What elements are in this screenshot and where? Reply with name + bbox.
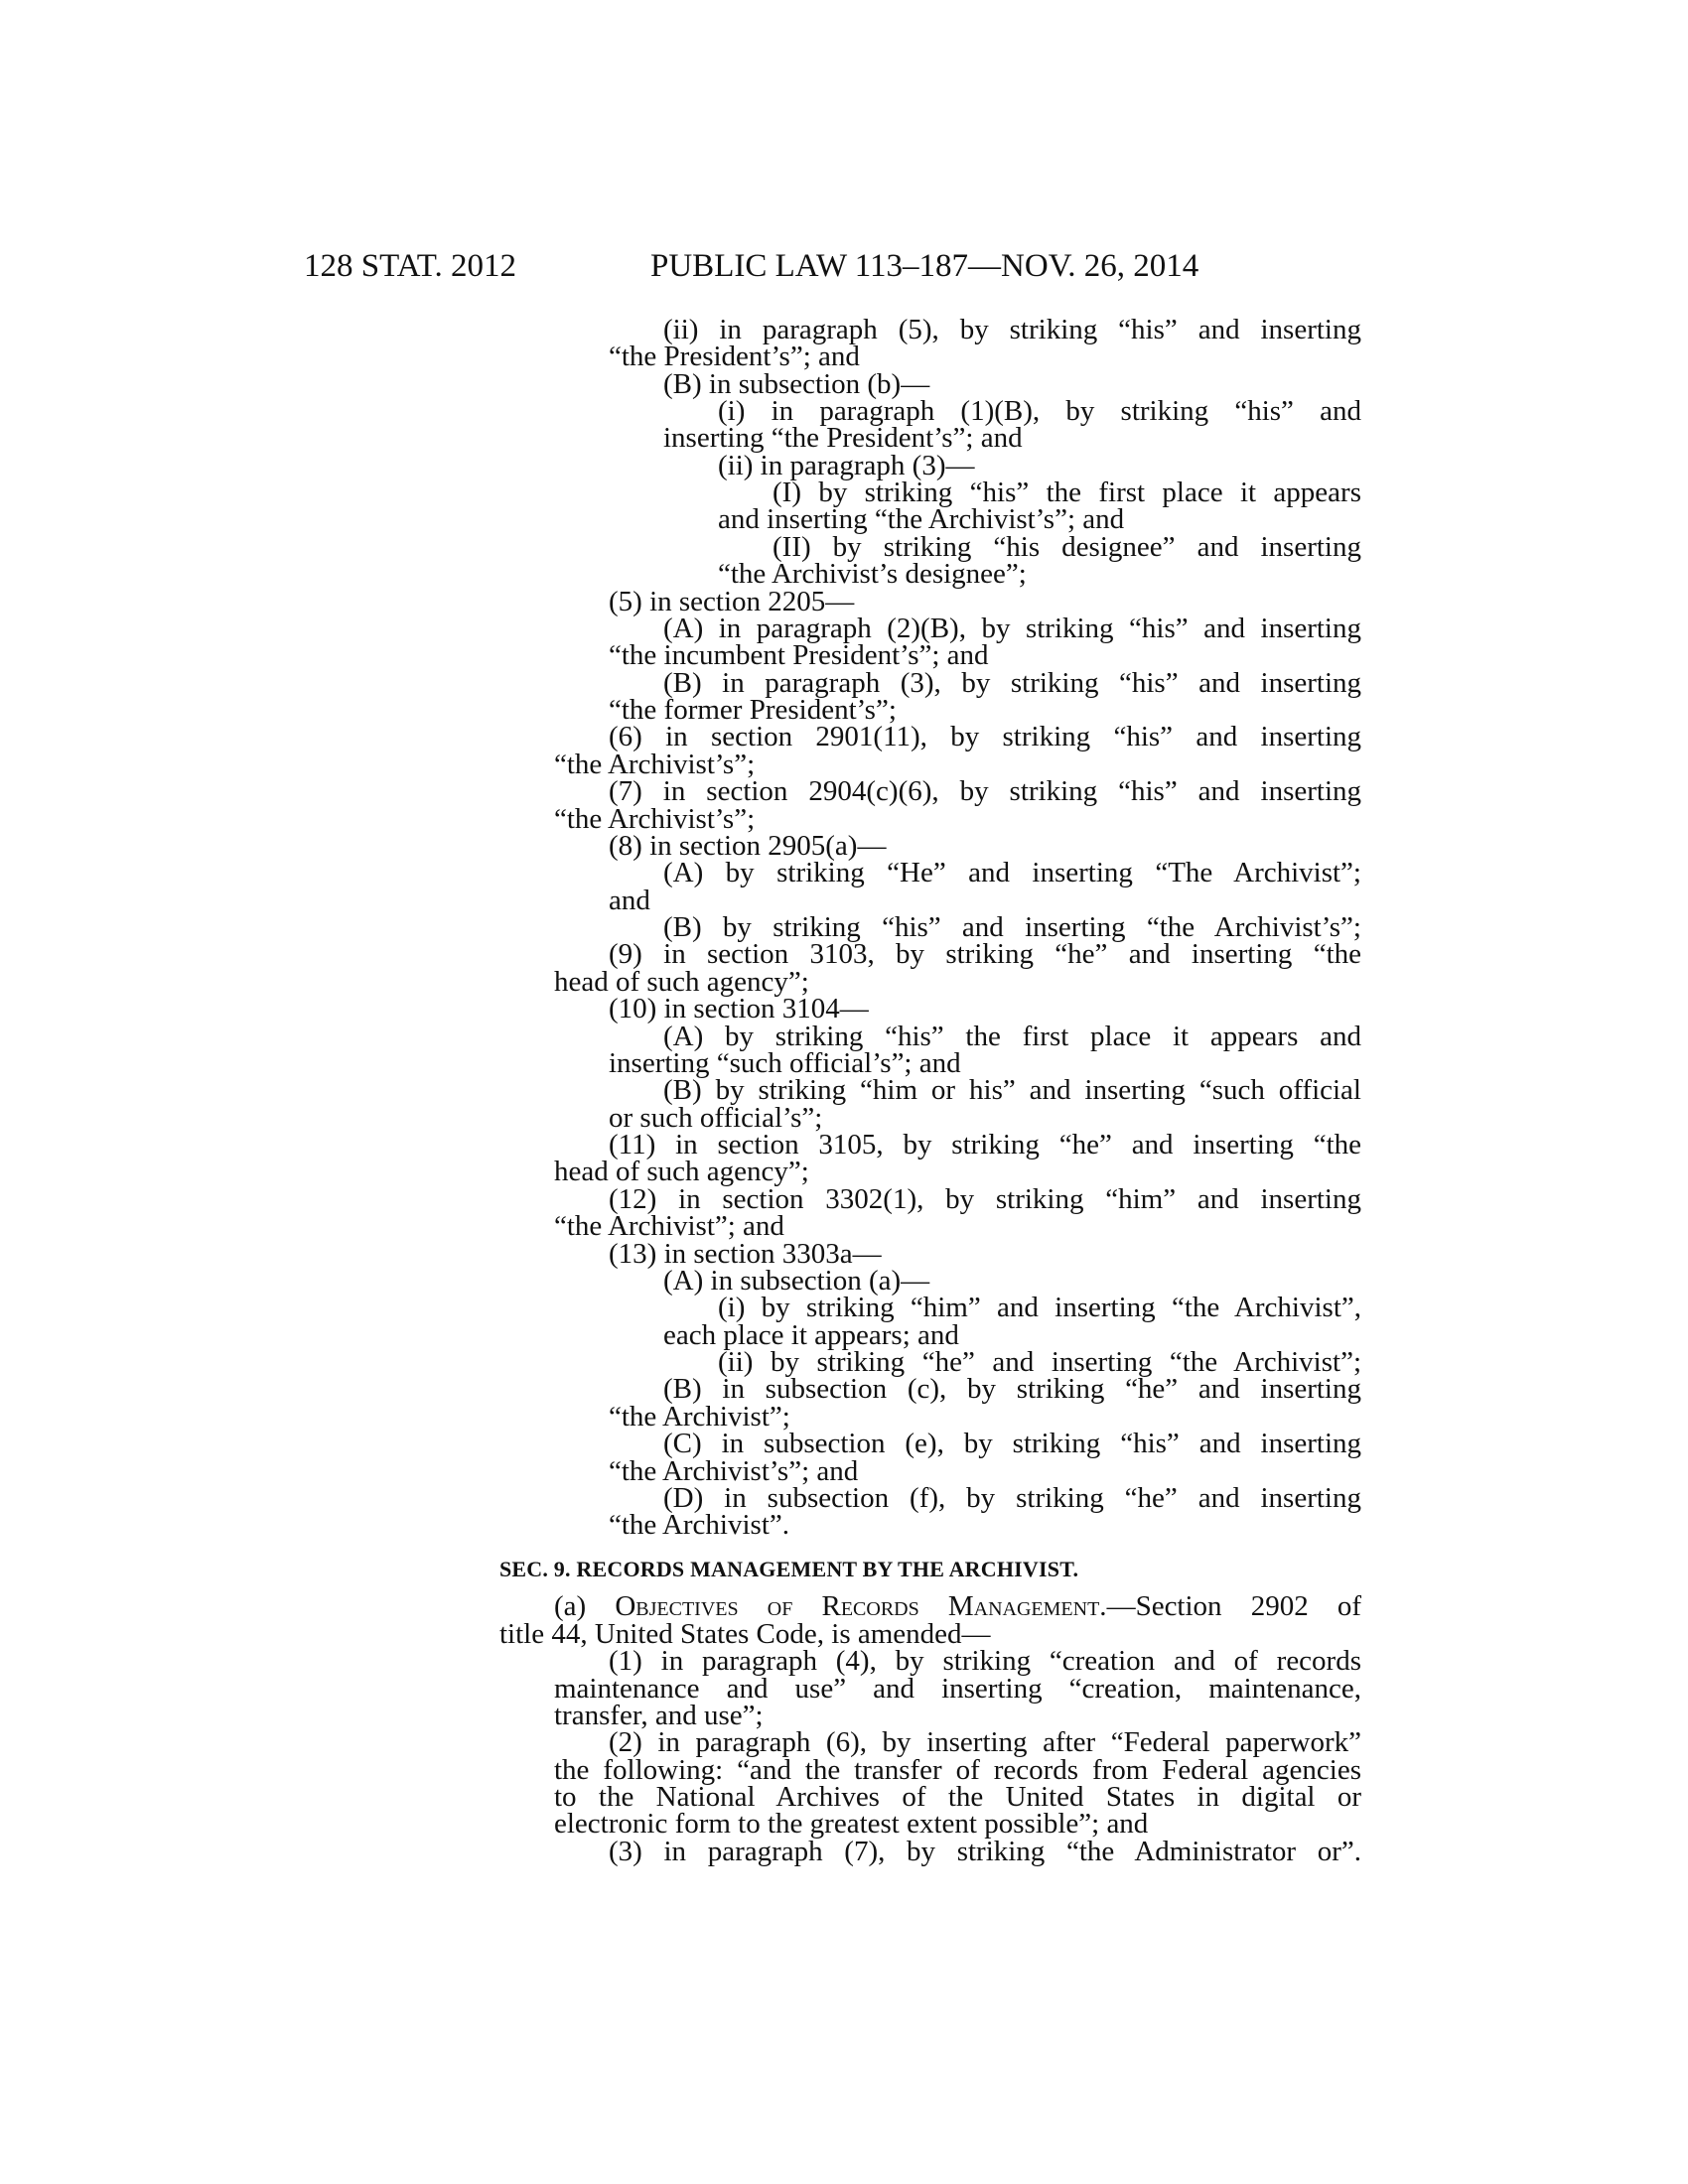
text-line: (B) in subsection (c), by striking “he” and inserting [663,1373,1361,1405]
text-line: (7) in section 2904(c)(6), by striking “his” and inserting [609,775,1361,807]
text-line: maintenance and use” and inserting “creation, maintenance, [554,1673,1361,1705]
text-line: (I) by striking “his” the first place it appears [773,477,1361,508]
text-line: (11) in section 3105, by striking “he” and inserting “the [609,1129,1361,1160]
section-heading: SEC. 9. RECORDS MANAGEMENT BY THE ARCHIVIST. [499,1557,1079,1581]
text-line: (A) in subsection (a)— [663,1265,930,1297]
text-line: “the Archivist’s”; [554,749,756,780]
text-line: (1) in paragraph (4), by striking “creation and of records [609,1645,1361,1677]
text-line: “the President’s”; and [609,341,860,372]
text-line: “the former President’s”; [609,694,897,726]
text-line: head of such agency”; [554,966,809,998]
text-line: (8) in section 2905(a)— [609,830,887,862]
text-line: (D) in subsection (f), by striking “he” and inserting [663,1482,1361,1514]
text-line: (i) by striking “him” and inserting “the Archivist”, [718,1292,1361,1323]
text-line: (12) in section 3302(1), by striking “him” and inserting [609,1183,1361,1215]
text-line: “the Archivist’s”; [554,803,756,835]
text-line: (B) in subsection (b)— [663,368,930,400]
text-line: (ii) by striking “he” and inserting “the Archivist”; [718,1346,1361,1378]
text-line: (10) in section 3104— [609,993,869,1024]
text-line: (ii) in paragraph (5), by striking “his” and inserting [663,314,1361,345]
text-line: (9) in section 3103, by striking “he” and inserting “the [609,938,1361,970]
text-line: “the incumbent President’s”; and [609,639,989,671]
text-line: (B) by striking “him or his” and inserting “such official [663,1074,1361,1106]
text-line: (ii) in paragraph (3)— [718,450,975,481]
text-line: (13) in section 3303a— [609,1238,882,1270]
text-line: (C) in subsection (e), by striking “his” and inserting [663,1428,1361,1459]
text-line: inserting “such official’s”; and [609,1047,961,1079]
text-line: (A) by striking “He” and inserting “The Archivist”; [663,857,1361,888]
subsection-a-text: —Section 2902 of [1106,1590,1361,1622]
text-line: (5) in section 2205— [609,586,855,617]
public-law-title: PUBLIC LAW 113–187—NOV. 26, 2014 [650,248,1199,284]
text-line: inserting “the President’s”; and [663,422,1023,454]
text-line: (B) in paragraph (3), by striking “his” and inserting [663,667,1361,699]
text-line: (6) in section 2901(11), by striking “his” and inserting [609,721,1361,752]
subsection-a-label: (a) [554,1590,587,1622]
text-line: and [609,885,650,916]
text-line: title 44, United States Code, is amended— [499,1618,991,1650]
text-line: electronic form to the greatest extent possible”; and [554,1808,1149,1840]
text-line: to the National Archives of the United States in digital or [554,1781,1361,1813]
text-line: (B) by striking “his” and inserting “the Archivist’s”; [663,911,1361,943]
text-line: “the Archivist’s”; and [609,1455,859,1487]
subsection-a-first-line [554,1591,1361,1621]
text-line: (A) in paragraph (2)(B), by striking “his” and inserting [663,613,1361,644]
subsection-a-heading: Objectives of Records Management. [615,1590,1107,1622]
text-line: each place it appears; and [663,1319,959,1351]
text-line: transfer, and use”; [554,1700,764,1731]
text-line: or such official’s”; [609,1102,823,1134]
text-line: “the Archivist”. [609,1509,790,1541]
text-line: “the Archivist”; and [554,1210,784,1242]
stat-page-number: 128 STAT. 2012 [304,248,517,284]
text-line: head of such agency”; [554,1156,809,1187]
text-line: (2) in paragraph (6), by inserting after “Federal paperwork” [609,1726,1361,1758]
text-line: (A) by striking “his” the first place it appears and [663,1021,1361,1052]
text-line: “the Archivist”; [609,1401,790,1433]
text-line: (3) in paragraph (7), by striking “the Administrator or”. [609,1836,1361,1867]
text-line: “the Archivist’s designee”; [718,558,1027,590]
text-line: (II) by striking “his designee” and inserting [773,531,1361,563]
text-line: and inserting “the Archivist’s”; and [718,503,1125,535]
text-line: the following: “and the transfer of records from Federal agencies [554,1754,1361,1786]
text-line: (i) in paragraph (1)(B), by striking “his” and [718,395,1361,427]
